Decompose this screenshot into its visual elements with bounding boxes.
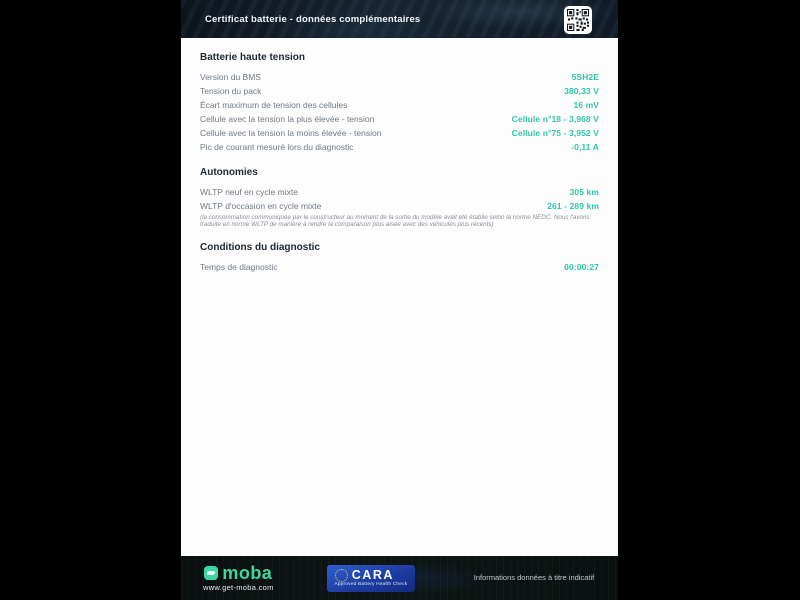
- row-label: Temps de diagnostic: [200, 261, 278, 272]
- moba-logo-icon: [204, 566, 218, 580]
- qr-code-glyph: [567, 9, 589, 31]
- moba-logo-text: moba: [222, 562, 273, 583]
- section-autonomy: [200, 167, 599, 229]
- qr-code-icon: [564, 6, 592, 34]
- moba-brand: [203, 562, 274, 592]
- cara-subtitle: Approved Battery Health Check: [334, 582, 408, 587]
- section-heading: Conditions du diagnostic: [200, 241, 320, 253]
- row-value: 305 km: [569, 187, 599, 197]
- page-title: Certificat batterie - données complémentaires: [205, 13, 421, 25]
- data-row: [200, 84, 599, 98]
- data-row: [200, 112, 599, 126]
- wltp-disclaimer-note: (la consommation communiquée par le constructeur au moment de la sortie du modèle avait été établie selon la norme NEDC. Nous l'avons traduite en norme WLTP de manière à rendre la comparaison plus aisée avec des véhicules plus récents): [200, 214, 590, 229]
- section-battery: [200, 52, 599, 154]
- row-value: Cellule n°75 - 3,952 V: [511, 128, 599, 138]
- eu-stars-icon: [335, 569, 348, 582]
- data-row: [200, 126, 599, 140]
- section-diagnostic-conditions: [200, 242, 599, 274]
- data-row: [200, 98, 599, 112]
- data-row: [200, 140, 599, 154]
- row-label: Pic de courant mesuré lors du diagnostic: [200, 142, 354, 152]
- document-header: [181, 0, 618, 38]
- document-footer: [181, 556, 618, 600]
- row-label: Version du BMS: [200, 72, 261, 82]
- document-body: [181, 38, 618, 556]
- website-url: www.get-moba.com: [203, 582, 274, 592]
- data-row: [200, 70, 599, 84]
- data-row: [200, 199, 599, 213]
- row-value: -0,11 A: [571, 142, 599, 152]
- certificate-page: [181, 0, 618, 600]
- cara-certification-badge: [327, 565, 415, 592]
- row-label: Cellule avec la tension la moins élevée - tension: [200, 128, 382, 138]
- data-row: [200, 260, 599, 274]
- section-heading: Autonomies: [200, 167, 258, 178]
- row-value: Cellule n°18 - 3,968 V: [511, 114, 599, 124]
- row-value: 380,33 V: [564, 86, 599, 96]
- cara-label: CARA: [351, 568, 394, 582]
- row-label: WLTP d'occasion en cycle mixte: [200, 201, 322, 211]
- row-value: 00:00:27: [564, 261, 599, 272]
- row-label: Tension du pack: [200, 86, 262, 96]
- footer-disclaimer: Informations données à titre indicatif: [473, 573, 595, 582]
- row-value: 261 - 289 km: [547, 201, 599, 211]
- row-label: Cellule avec la tension la plus élevée - tension: [200, 114, 375, 124]
- row-label: Écart maximum de tension des cellules: [200, 100, 348, 110]
- section-heading: Batterie haute tension: [200, 52, 306, 63]
- data-row: [200, 185, 599, 199]
- row-value: 16 mV: [573, 100, 599, 110]
- row-value: 5SH2E: [571, 72, 599, 82]
- row-label: WLTP neuf en cycle mixte: [200, 187, 298, 197]
